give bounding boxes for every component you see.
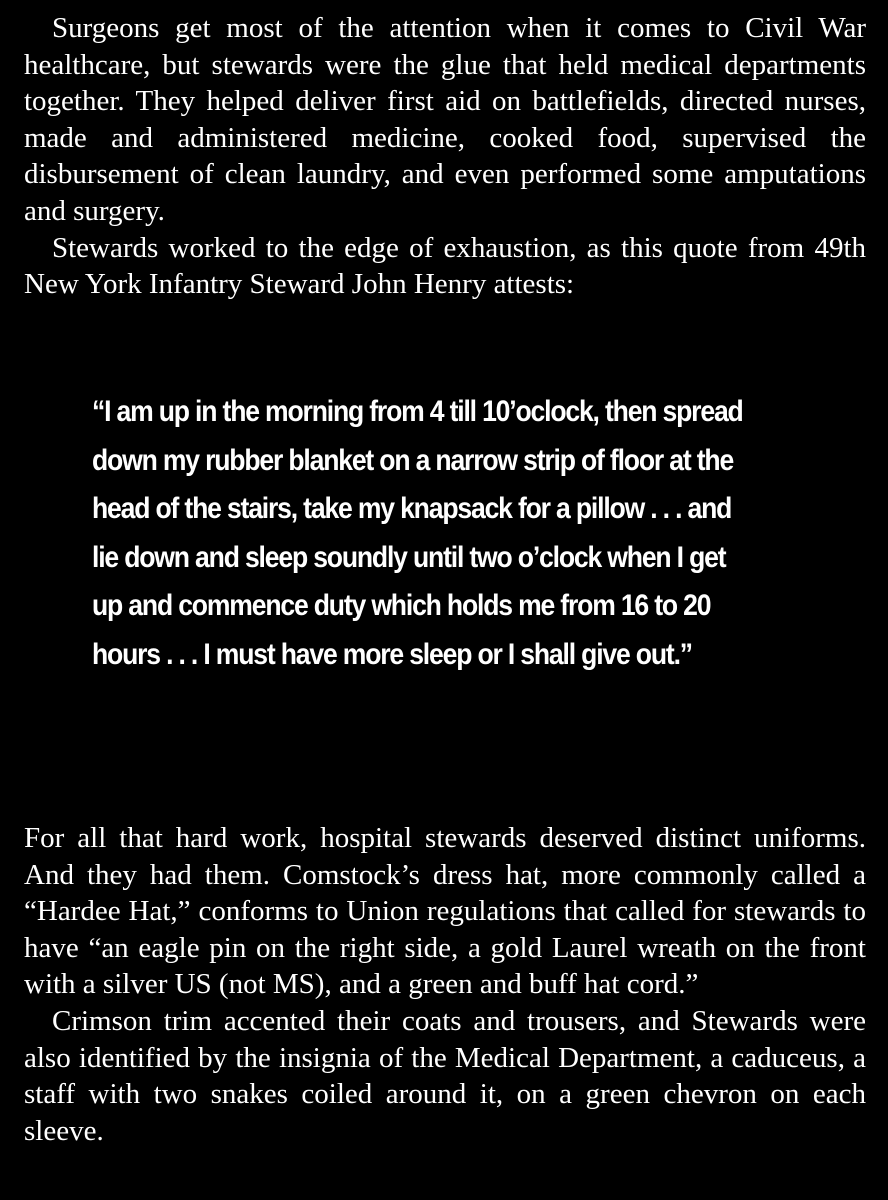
intro-section (24, 10, 866, 303)
uniform-section (24, 820, 866, 1149)
intro-paragraph: Surgeons get most of the attention when it comes to Civil War healthcare, but stewards were the glue that held medical departments together. They helped deliver first aid on battlefields, directed nurses, made and administered medicine, cooked food, supervised the disbursement of clean laundry, and even performed some amputations and surgery. (24, 12, 866, 227)
insignia-paragraph: Crimson trim accented their coats and trousers, and Stewards were also identified by the insignia of the Medical Department, a caduceus, a staff with two snakes coiled around it, on a green chevron on each sleeve. (24, 1004, 866, 1147)
exhaustion-paragraph: Stewards worked to the edge of exhaustion, as this quote from 49th New York Infantry Steward John Henry attests: (24, 231, 866, 301)
uniform-paragraph: For all that hard work, hospital stewards deserved distinct uniforms. And they had them. Comstock’s dress hat, more commonly called a “Hardee Hat,” conforms to Union regulations that called for stewards to have “an eagle pin on the right side, a gold Laurel wreath on the front with a silver US (not MS), and a green and buff hat cord.” (24, 822, 866, 1001)
john-henry-quote: “I am up in the morning from 4 till 10’oclock, then spread down my rubber blanket on a narrow strip of floor at the head of the stairs, take my knapsack for a pillow . . . and lie down and sleep soundly until two o’clock when I get up and commence duty which holds me from 16 to 20 hours . . . I must have more sleep or I shall give out.” (92, 395, 743, 671)
